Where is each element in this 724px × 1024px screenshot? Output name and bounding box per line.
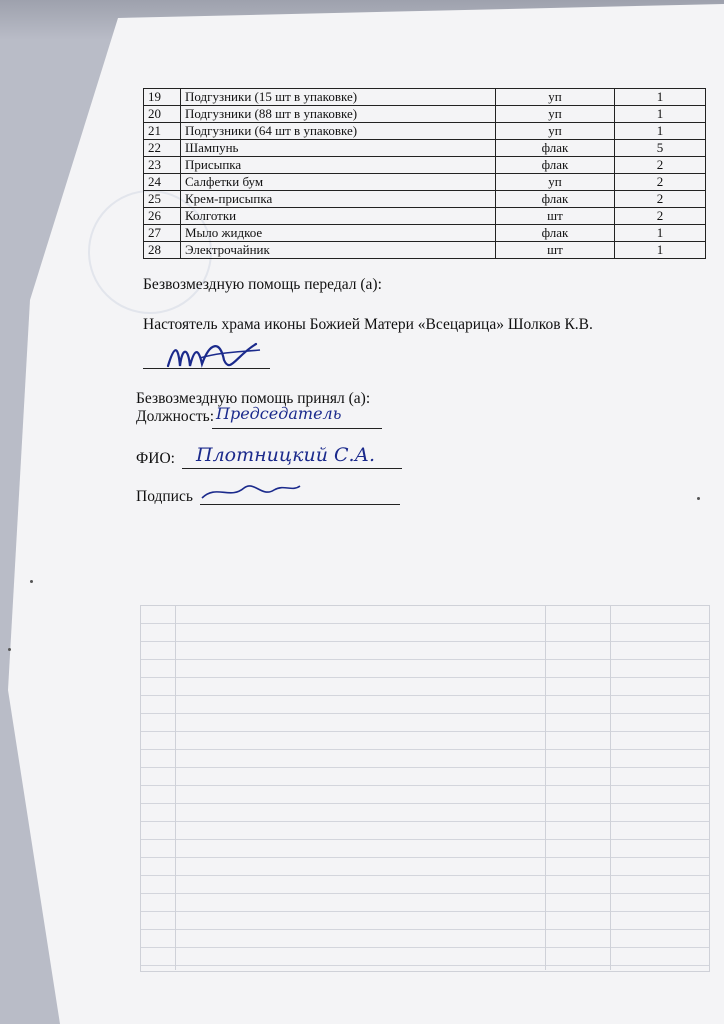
cell-qty: 1 bbox=[615, 89, 706, 106]
cell-qty: 1 bbox=[615, 242, 706, 259]
giver-signature-line bbox=[143, 368, 270, 369]
cell-unit: шт bbox=[496, 208, 615, 225]
cell-number: 21 bbox=[144, 123, 181, 140]
bleed-table-col bbox=[545, 605, 546, 970]
cell-name: Электрочайник bbox=[181, 242, 496, 259]
sign-line bbox=[200, 504, 400, 505]
fio-label: ФИО: bbox=[136, 450, 175, 467]
table-row bbox=[144, 89, 706, 106]
cell-qty: 2 bbox=[615, 208, 706, 225]
cell-unit: уп bbox=[496, 89, 615, 106]
items-table bbox=[143, 88, 706, 259]
cell-unit: флак bbox=[496, 157, 615, 174]
position-line bbox=[212, 428, 382, 429]
cell-unit: уп bbox=[496, 106, 615, 123]
items-table-body bbox=[144, 89, 706, 259]
cell-unit: уп bbox=[496, 123, 615, 140]
cell-number: 25 bbox=[144, 191, 181, 208]
bleed-table-col bbox=[175, 605, 176, 970]
cell-number: 23 bbox=[144, 157, 181, 174]
receive-label: Безвозмездную помощь принял (а): bbox=[136, 390, 371, 407]
table-row bbox=[144, 106, 706, 123]
cell-qty: 5 bbox=[615, 140, 706, 157]
table-row bbox=[144, 157, 706, 174]
cell-number: 19 bbox=[144, 89, 181, 106]
cell-number: 24 bbox=[144, 174, 181, 191]
cell-qty: 1 bbox=[615, 123, 706, 140]
table-row bbox=[144, 208, 706, 225]
position-value: Председатель bbox=[216, 404, 342, 423]
cell-name: Присыпка bbox=[181, 157, 496, 174]
scan-speck bbox=[697, 497, 700, 500]
cell-unit: флак bbox=[496, 225, 615, 242]
cell-qty: 1 bbox=[615, 106, 706, 123]
cell-number: 20 bbox=[144, 106, 181, 123]
cell-name: Крем-присыпка bbox=[181, 191, 496, 208]
fio-value: Плотницкий С.А. bbox=[196, 444, 375, 466]
cell-unit: флак bbox=[496, 191, 615, 208]
cell-number: 28 bbox=[144, 242, 181, 259]
cell-name: Подгузники (64 шт в упаковке) bbox=[181, 123, 496, 140]
cell-name: Шампунь bbox=[181, 140, 496, 157]
cell-qty: 1 bbox=[615, 225, 706, 242]
table-row bbox=[144, 140, 706, 157]
cell-qty: 2 bbox=[615, 191, 706, 208]
cell-name: Подгузники (88 шт в упаковке) bbox=[181, 106, 496, 123]
cell-qty: 2 bbox=[615, 174, 706, 191]
cell-qty: 2 bbox=[615, 157, 706, 174]
scan-speck bbox=[8, 648, 11, 651]
cell-name: Мыло жидкое bbox=[181, 225, 496, 242]
cell-number: 26 bbox=[144, 208, 181, 225]
bleed-table-col bbox=[610, 605, 611, 970]
cell-number: 27 bbox=[144, 225, 181, 242]
cell-name: Колготки bbox=[181, 208, 496, 225]
table-row bbox=[144, 225, 706, 242]
table-row bbox=[144, 242, 706, 259]
scan-speck bbox=[30, 580, 33, 583]
cell-unit: шт bbox=[496, 242, 615, 259]
giver-line: Настоятель храма иконы Божией Матери «Всецарица» Шолков К.В. bbox=[143, 316, 593, 333]
fio-line bbox=[182, 468, 402, 469]
giver-signature bbox=[160, 336, 270, 376]
sign-label: Подпись bbox=[136, 488, 193, 505]
position-label: Должность: bbox=[136, 408, 215, 425]
cell-name: Подгузники (15 шт в упаковке) bbox=[181, 89, 496, 106]
table-row bbox=[144, 123, 706, 140]
table-row bbox=[144, 174, 706, 191]
transfer-label: Безвозмездную помощь передал (а): bbox=[143, 276, 382, 293]
receiver-signature bbox=[196, 474, 306, 508]
cell-unit: уп bbox=[496, 174, 615, 191]
cell-number: 22 bbox=[144, 140, 181, 157]
cell-name: Салфетки бум bbox=[181, 174, 496, 191]
cell-unit: флак bbox=[496, 140, 615, 157]
table-row bbox=[144, 191, 706, 208]
bleed-table-shape bbox=[140, 605, 710, 972]
